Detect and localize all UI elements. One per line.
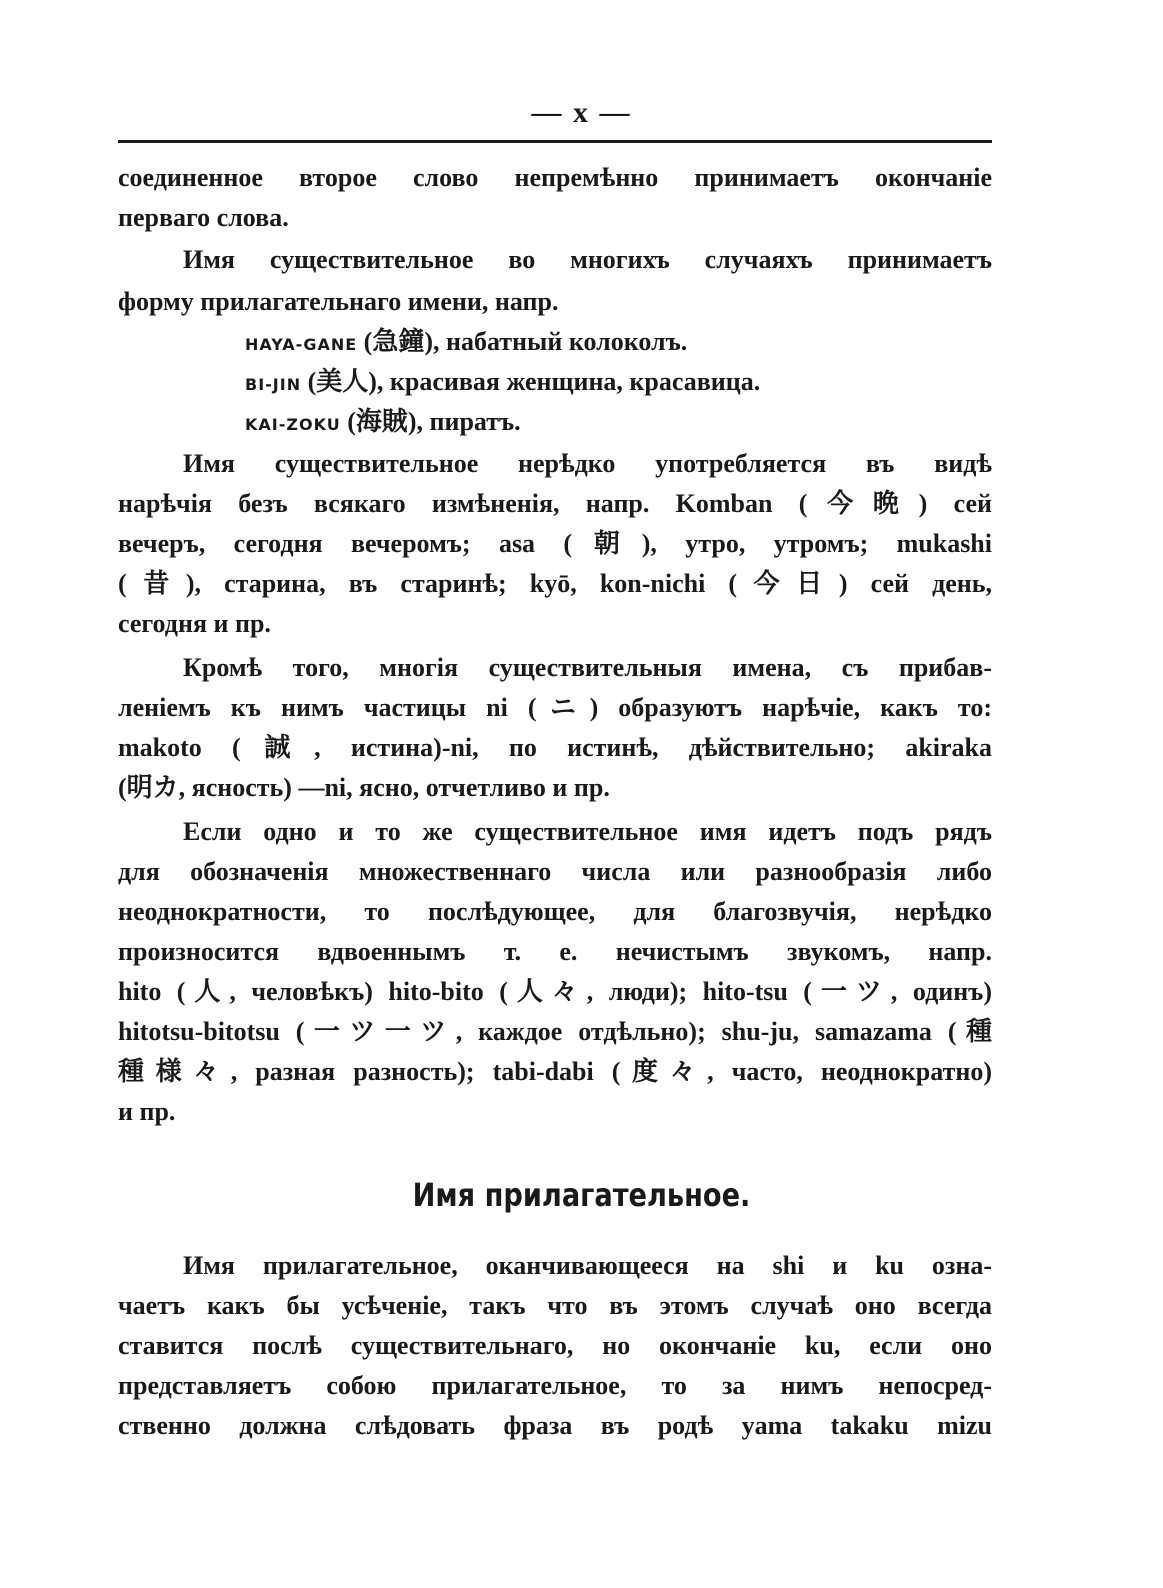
text-line: для обозначенія множественнаго числа или разнообразія либо	[118, 857, 992, 886]
text-line: Если одно и то же существительное имя идетъ подъ рядъ	[183, 817, 992, 846]
text-line: hitotsu-bitotsu (一ツ一ツ, каждое отдѣльно); shu-ju, samazama (種	[118, 1017, 992, 1046]
example-term: HAYA-GANE	[245, 335, 358, 354]
text-line: ственно должна слѣдовать фраза въ родѣ yama takaku mizu	[118, 1411, 992, 1440]
text-line: (明カ, ясность) —ni, ясно, отчетливо и пр.	[118, 773, 610, 802]
example-term: BI-JIN	[245, 375, 302, 394]
example-line	[245, 362, 992, 402]
text-line: сегодня и пр.	[118, 609, 271, 638]
text-line: (昔), старина, въ старинѣ; kyō, kon-nichi (今日) сей день,	[118, 569, 992, 598]
example-term: KAI-ZOKU	[245, 415, 341, 434]
section-heading: Имя прилагательное.	[412, 1176, 751, 1214]
text-line: леніемъ къ нимъ частицы ni (ニ) образуютъ нарѣчіе, какъ то:	[118, 693, 992, 722]
text-line: makoto (誠, истина)-ni, по истинѣ, дѣйствительно; akiraka	[118, 733, 992, 762]
example-line	[245, 402, 992, 442]
text-line: соединенное второе слово непремѣнно принимаетъ окончаніе	[118, 163, 992, 192]
text-line: Имя существительное нерѣдко употребляется въ видѣ	[183, 449, 992, 478]
text-line: Имя прилагательное, оканчивающееся на shi и ku озна-	[183, 1251, 992, 1280]
text-line: и пр.	[118, 1097, 176, 1126]
text-line: hito (人, человѣкъ) hito-bito (人々, люди); hito-tsu (一ツ, одинъ)	[118, 977, 992, 1006]
example-line	[245, 322, 992, 362]
page-number: — x —	[531, 96, 632, 129]
text-line: Кромѣ того, многія существительныя имена, съ прибав-	[183, 653, 992, 682]
text-line: форму прилагательнаго имени, напр.	[118, 287, 559, 316]
text-line: представляетъ собою прилагательное, то за нимъ непосред-	[118, 1371, 992, 1400]
text-line: неоднократности, то послѣдующее, для благозвучія, нерѣдко	[118, 897, 992, 926]
text-line: ставится послѣ существительнаго, но окончаніе ku, если оно	[118, 1331, 992, 1360]
text-line: нарѣчія безъ всякаго измѣненія, напр. Kombаn (今晩) сей	[118, 489, 992, 518]
text-line: произносится вдвоеннымъ т. е. нечистымъ звукомъ, напр.	[118, 937, 992, 966]
example-gloss: (美人), красивая женщина, красавица.	[301, 367, 761, 396]
header-rule	[118, 140, 992, 143]
text-line: вечеръ, сегодня вечеромъ; asa (朝), утро, утромъ; mukashi	[118, 529, 992, 558]
example-gloss: (海賊), пиратъ.	[340, 407, 521, 436]
text-line: Имя существительное во многихъ случаяхъ принимаетъ	[183, 245, 992, 274]
text-line: перваго слова.	[118, 203, 289, 232]
example-gloss: (急鐘), набатный колоколъ.	[357, 327, 688, 356]
text-line: 種様々, разная разность); tabi-dabi (度々, часто, неоднократно)	[118, 1057, 992, 1086]
text-line: чаетъ какъ бы усѣченіе, такъ что въ этомъ случаѣ оно всегда	[118, 1291, 992, 1320]
